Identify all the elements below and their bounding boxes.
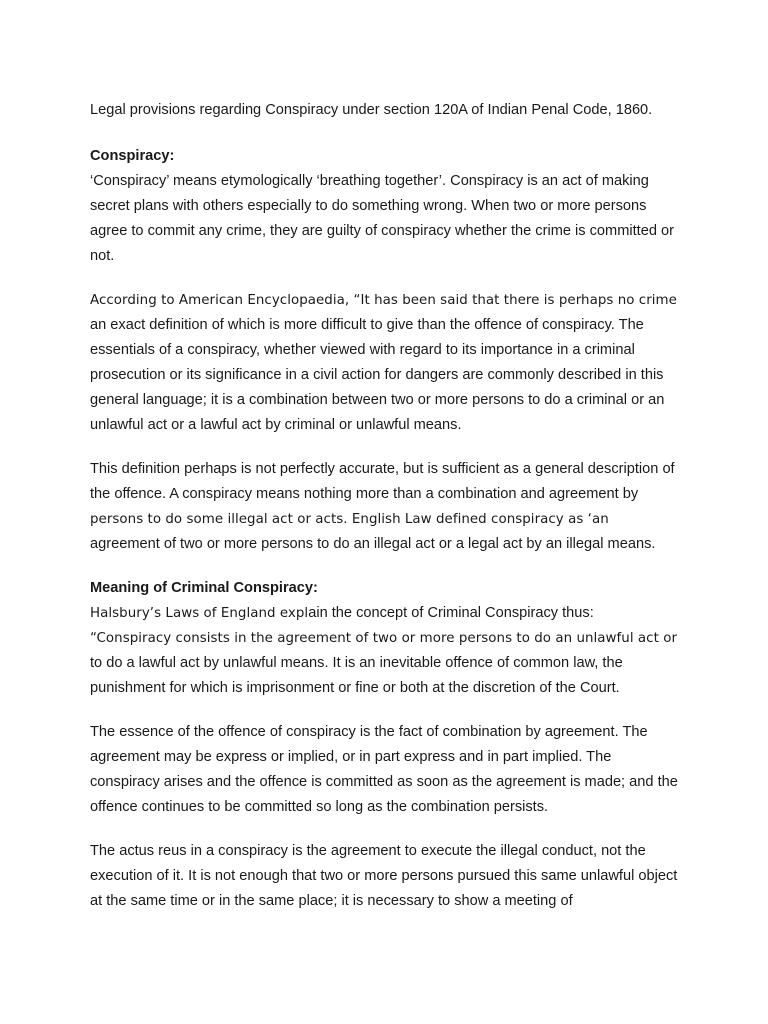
spacer [90,557,682,576]
paragraph-actus-reus: The actus reus in a conspiracy is the agreement to execute the illegal conduct, not the execution of it. It is not enough that two or more persons pursued this same unlawful object at the same time or in the same place; it is necessary to show a meeting of [90,843,678,909]
section-heading-criminal-conspiracy: Meaning of Criminal Conspiracy: [90,580,318,596]
paragraph-american-encyclopaedia [90,288,682,438]
paragraph-halsbury [90,601,682,701]
paragraph-alt-text: Halsbury’s Laws of England expl [90,606,309,621]
spacer [90,701,682,720]
paragraph-alt-text: persons to do some illegal act or acts. English Law defined conspiracy as ‘an [90,512,609,527]
paragraph-body-text: ain the concept of Criminal Conspiracy thus: [308,605,594,621]
paragraph-body-text: an exact definition of which is more difficult to give than the offence of conspiracy. The essentials of a conspiracy, whether viewed with regard to its importance in a criminal prosecution or its significance in a civil action for dangers are commonly described in this general language; it is a combination between two or more persons to do a criminal or an unlawful act or a lawful act by criminal or unlawful means. [90,317,665,433]
spacer [90,123,682,144]
spacer [90,269,682,288]
paragraph-conspiracy-definition: ‘Conspiracy’ means etymologically ‘breathing together’. Conspiracy is an act of making secret plans with others especially to do something wrong. When two or more persons agree to commit any crime, they are guilty of conspiracy whether the crime is committed or not. [90,173,674,264]
paragraph-lead-text: According to American Encyclopaedia, “It has been said that there is perhaps no crime [90,293,677,308]
document-title: Legal provisions regarding Conspiracy under section 120A of Indian Penal Code, 1860. [90,102,653,118]
quote-body-text: to do a lawful act by unlawful means. It is an inevitable offence of common law, the punishment for which is imprisonment or fine or both at the discretion of the Court. [90,655,623,696]
paragraph-body-text: agreement of two or more persons to do an illegal act or a legal act by an illegal means. [90,536,656,552]
spacer [90,820,682,839]
paragraph-essence-of-offence: The essence of the offence of conspiracy is the fact of combination by agreement. The agreement may be express or implied, or in part express and in part implied. The conspiracy arises and the offence is committed as soon as the agreement is made; and the offence continues to be committed so long as the combination persists. [90,724,678,815]
paragraph-definition-accuracy [90,457,682,557]
document-body [90,98,682,914]
paragraph-lead-text: This definition perhaps is not perfectly accurate, but is sufficient as a general description of the offence. A conspiracy means nothing more than a combination and agreement by [90,461,675,502]
quote-alt-text: “Conspiracy consists in the agreement of two or more persons to do an unlawful act or [90,631,677,646]
section-heading-conspiracy: Conspiracy: [90,148,175,164]
spacer [90,438,682,457]
